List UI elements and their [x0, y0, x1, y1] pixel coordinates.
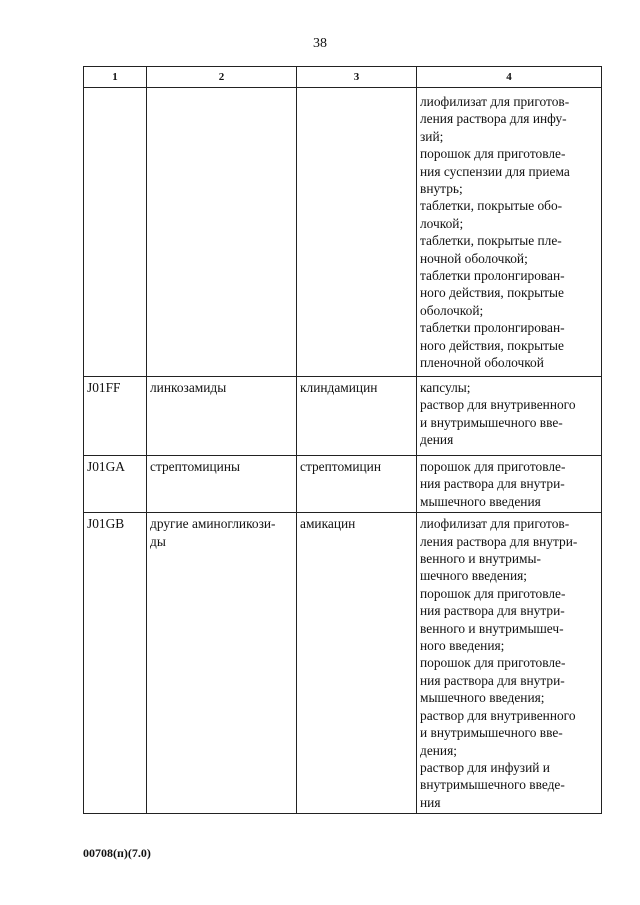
dosage-forms-cell — [417, 377, 602, 456]
dosage-form-line: внутримышечного введе- — [420, 777, 565, 793]
dosage-form-line: лиофилизат для приготов- — [420, 516, 570, 532]
dosage-form-line: мышечного введения — [420, 493, 541, 509]
atc-code-cell: J01FF — [84, 377, 147, 456]
dosage-forms-cell — [417, 456, 602, 513]
group-cell — [147, 88, 297, 377]
dosage-form-line: таблетки, покрытые пле- — [420, 233, 562, 249]
dosage-form-line: пленочной оболочкой — [420, 355, 544, 371]
dosage-form-line: ния раствора для внутри- — [420, 672, 565, 688]
dosage-form-line: лочкой; — [420, 215, 464, 231]
dosage-form-line: дения — [420, 432, 454, 448]
column-header-2: 2 — [147, 67, 297, 88]
dosage-form-line: ного действия, покрытые — [420, 285, 564, 301]
dosage-form-line: раствор для инфузий и — [420, 759, 550, 775]
dosage-form-line: зий; — [420, 128, 444, 144]
page-number: 38 — [313, 36, 327, 51]
group-line: ды — [150, 533, 166, 549]
dosage-form-line: мышечного введения; — [420, 690, 545, 706]
atc-code-cell — [84, 88, 147, 377]
dosage-form-line: таблетки пролонгирован- — [420, 320, 565, 336]
dosage-form-line: ного действия, покрытые — [420, 337, 564, 353]
dosage-form-line: ления раствора для внутри- — [420, 533, 578, 549]
atc-code-cell: J01GA — [84, 456, 147, 513]
dosage-form-line: ления раствора для инфу- — [420, 111, 567, 127]
dosage-form-line: оболочкой; — [420, 302, 484, 318]
table-row — [84, 377, 602, 456]
dosage-form-line: внутрь; — [420, 181, 463, 197]
dosage-form-line: и внутримышечного вве- — [420, 414, 563, 430]
dosage-form-line: и внутримышечного вве- — [420, 725, 563, 741]
inn-cell: амикацин — [297, 513, 417, 814]
dosage-form-line: венного и внутримы- — [420, 551, 541, 567]
inn-cell: стрептомицин — [297, 456, 417, 513]
dosage-form-line: венного и внутримышеч- — [420, 620, 564, 636]
dosage-form-line: ния раствора для внутри- — [420, 476, 565, 492]
inn-cell: клиндамицин — [297, 377, 417, 456]
dosage-form-line: ния — [420, 794, 441, 810]
dosage-form-line: ния раствора для внутри- — [420, 603, 565, 619]
dosage-form-line: лиофилизат для приготов- — [420, 94, 570, 109]
column-header-1: 1 — [84, 67, 147, 88]
dosage-form-line: ночной оболочкой; — [420, 250, 528, 266]
group-cell: линкозамиды — [147, 377, 297, 456]
dosage-form-line: таблетки пролонгирован- — [420, 268, 565, 284]
dosage-form-line: ного введения; — [420, 638, 505, 654]
dosage-form-line: шечного введения; — [420, 568, 528, 584]
dosage-form-line: дения; — [420, 742, 457, 758]
dosage-form-line: раствор для внутривенного — [420, 707, 576, 723]
group-line: другие аминогликози- — [150, 516, 276, 532]
table-row — [84, 88, 602, 377]
dosage-form-line: ния суспензии для приема — [420, 163, 570, 179]
dosage-form-line: порошок для приготовле- — [420, 459, 566, 474]
group-cell — [147, 513, 297, 814]
drug-table — [83, 66, 602, 814]
dosage-forms-cell — [417, 513, 602, 814]
table-row — [84, 513, 602, 814]
dosage-form-line: порошок для приготовле- — [420, 585, 566, 601]
column-header-3: 3 — [297, 67, 417, 88]
inn-cell — [297, 88, 417, 377]
dosage-forms-cell — [417, 88, 602, 377]
group-cell: стрептомицины — [147, 456, 297, 513]
dosage-form-line: раствор для внутривенного — [420, 397, 576, 413]
table-row — [84, 456, 602, 513]
dosage-form-line: порошок для приготовле- — [420, 146, 566, 162]
dosage-form-line: капсулы; — [420, 380, 471, 395]
atc-code-cell: J01GB — [84, 513, 147, 814]
document-footer-code: 00708(п)(7.0) — [83, 846, 151, 860]
dosage-form-line: таблетки, покрытые обо- — [420, 198, 563, 214]
column-header-4: 4 — [417, 67, 602, 88]
table-header-row — [84, 67, 602, 88]
dosage-form-line: порошок для приготовле- — [420, 655, 566, 671]
